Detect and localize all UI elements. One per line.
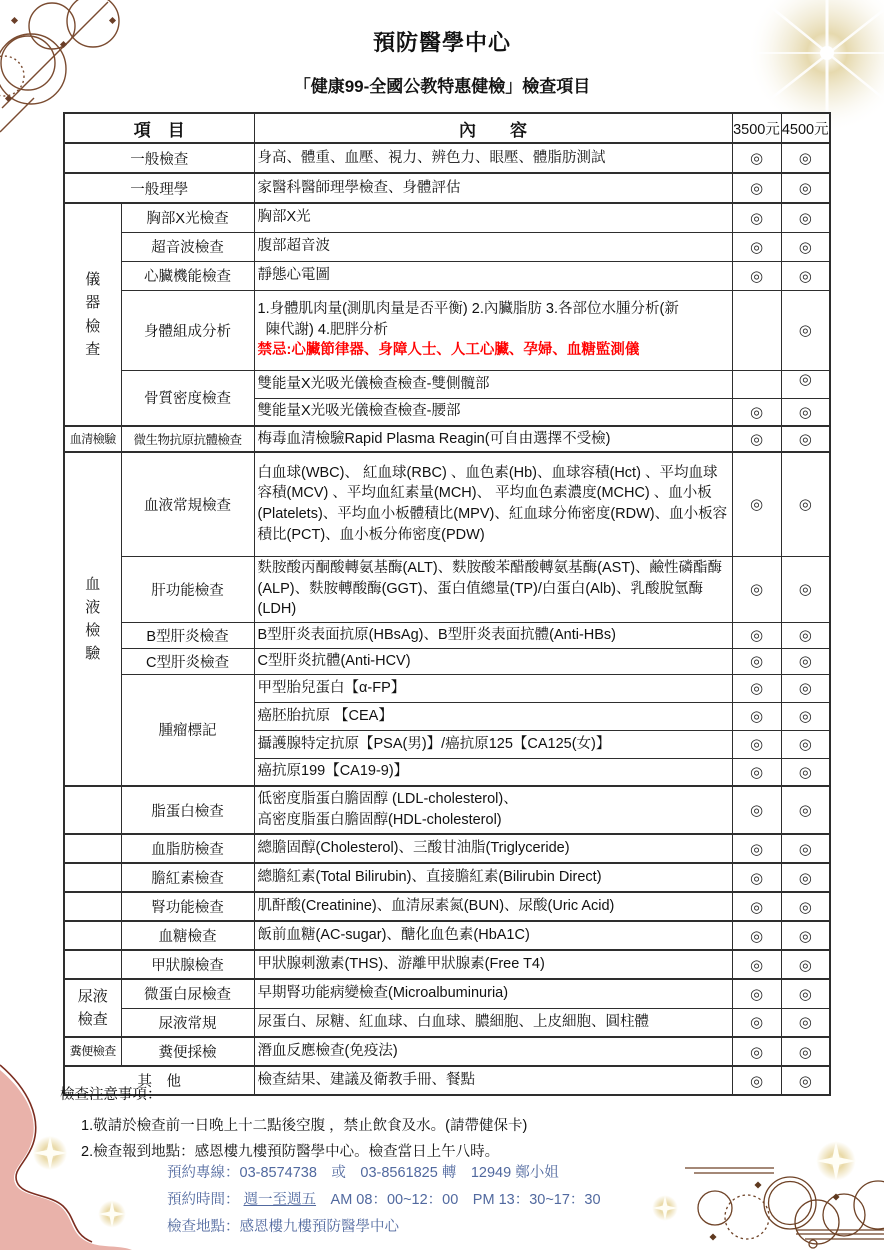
content-cell: 家醫科醫師理學檢查、身體評估 [254, 173, 732, 203]
group-cell [64, 921, 121, 950]
contact-time-rest: AM 08：00~12：00 PM 13：30~17：30 [316, 1192, 601, 1208]
price-4500-cell: ◎ [781, 290, 830, 370]
item-cell: 糞便採檢 [121, 1037, 254, 1066]
item-cell: 微蛋白尿檢查 [121, 979, 254, 1008]
content-cell: 1.身體肌肉量(測肌肉量是否平衡) 2.內臟脂肪 3.各部位水腫分析(新 陳代謝) 4.肥胖分析 禁忌:心臟節律器、身障人士、人工心臟、孕婦、血糖監測儀 [254, 290, 732, 370]
price-4500-cell: ◎ [781, 232, 830, 261]
page-subtitle: 「健康99-全國公教特惠健檢」檢查項目 [293, 77, 591, 96]
price-3500-cell: ◎ [732, 730, 781, 758]
price-3500-cell: ◎ [732, 979, 781, 1008]
table-row [64, 892, 830, 921]
price-4500-cell: ◎ [781, 426, 830, 452]
content-cell: 梅毒血清檢驗Rapid Plasma Reagin(可自由選擇不受檢) [254, 426, 732, 452]
content-cell: 飯前血糖(AC-sugar)、醣化血色素(HbA1C) [254, 921, 732, 950]
col-header-price-3500: 3500元 [732, 113, 781, 143]
sparkle-icon [98, 1200, 127, 1229]
table-row [64, 426, 830, 452]
content-cell: 早期腎功能病變檢查(Microalbuminuria) [254, 979, 732, 1008]
table-row [64, 622, 830, 648]
price-3500-cell: ◎ [732, 1066, 781, 1095]
table-row [64, 261, 830, 290]
item-cell: 一般檢查 [64, 143, 254, 173]
table-row [64, 863, 830, 892]
table-row [64, 950, 830, 979]
contact-time-days: 週一至週五 [243, 1192, 317, 1208]
price-4500-cell: ◎ [781, 834, 830, 863]
price-4500-cell: ◎ [781, 648, 830, 674]
content-cell: C型肝炎抗體(Anti-HCV) [254, 648, 732, 674]
content-cell: 甲型胎兒蛋白【α-FP】 [254, 674, 732, 702]
table-row [64, 203, 830, 232]
price-3500-cell: ◎ [732, 452, 781, 556]
content-cell: 總膽固醇(Cholesterol)、三酸甘油脂(Triglyceride) [254, 834, 732, 863]
price-3500-cell: ◎ [732, 556, 781, 622]
contact-location-line: 檢查地點：感恩樓九樓預防醫學中心 [167, 1219, 399, 1235]
group-cell [64, 892, 121, 921]
content-cell: 肌酐酸(Creatinine)、血清尿素氮(BUN)、尿酸(Uric Acid) [254, 892, 732, 921]
price-4500-cell: ◎ [781, 261, 830, 290]
price-4500-cell: ◎ [781, 370, 830, 398]
table-row [64, 143, 830, 173]
price-3500-cell: ◎ [732, 892, 781, 921]
price-3500-cell: ◎ [732, 702, 781, 730]
item-cell: 脂蛋白檢查 [121, 786, 254, 834]
price-4500-cell: ◎ [781, 398, 830, 426]
contact-section [167, 1160, 601, 1241]
price-4500-cell: ◎ [781, 452, 830, 556]
content-cell: 靜態心電圖 [254, 261, 732, 290]
table-row [64, 786, 830, 834]
price-3500-cell: ◎ [732, 143, 781, 173]
group-cell: 血清檢驗 [64, 426, 121, 452]
price-3500-cell: ◎ [732, 261, 781, 290]
table-row [64, 232, 830, 261]
content-cell: 麩胺酸丙酮酸轉氨基酶(ALT)、麩胺酸苯醋酸轉氨基酶(AST)、鹼性磷酯酶(ALP)、麩胺轉酸酶(GGT)、蛋白值總量(TP)/白蛋白(Alb)、乳酸脫氫酶(LDH) [254, 556, 732, 622]
price-3500-cell: ◎ [732, 1008, 781, 1037]
content-cell: 尿蛋白、尿糖、紅血球、白血球、膿細胞、上皮細胞、圓柱體 [254, 1008, 732, 1037]
table-row [64, 452, 830, 556]
price-3500-cell: ◎ [732, 622, 781, 648]
price-3500-cell: ◎ [732, 426, 781, 452]
price-3500-cell [732, 370, 781, 398]
table-row [64, 1037, 830, 1066]
table-row [64, 834, 830, 863]
price-3500-cell: ◎ [732, 786, 781, 834]
group-cell [64, 834, 121, 863]
content-cell: B型肝炎表面抗原(HBsAg)、B型肝炎表面抗體(Anti-HBs) [254, 622, 732, 648]
table-row [64, 556, 830, 622]
note-item: 1.敬請於檢查前一日晚上十二點後空腹 ，禁止飲食及水。(請帶健保卡) [81, 1118, 528, 1134]
price-3500-cell: ◎ [732, 173, 781, 203]
price-4500-cell: ◎ [781, 786, 830, 834]
item-cell: 血脂肪檢查 [121, 834, 254, 863]
table-row [64, 921, 830, 950]
table-row [64, 173, 830, 203]
table-row [64, 1008, 830, 1037]
content-cell: 潛血反應檢查(免疫法) [254, 1037, 732, 1066]
sparkle-icon [815, 1140, 856, 1181]
item-cell: 一般理學 [64, 173, 254, 203]
content-cell: 低密度脂蛋白膽固醇 (LDL-cholesterol)、 高密度脂蛋白膽固醇(HDL-cholesterol) [254, 786, 732, 834]
group-cell [64, 786, 121, 834]
table-row [64, 290, 830, 370]
table-row [64, 648, 830, 674]
price-4500-cell: ◎ [781, 758, 830, 786]
item-cell: 腎功能檢查 [121, 892, 254, 921]
contact-time-line [167, 1187, 601, 1214]
price-4500-cell: ◎ [781, 173, 830, 203]
content-cell: 檢查結果、建議及衛教手冊、餐點 [254, 1066, 732, 1095]
contraindication-warning: 禁忌:心臟節律器、身障人士、人工心臟、孕婦、血糖監測儀 [257, 342, 640, 359]
col-header-price-4500: 4500元 [781, 113, 830, 143]
content-cell: 癌胚胎抗原 【CEA】 [254, 702, 732, 730]
item-cell: 微生物抗原抗體檢查 [121, 426, 254, 452]
content-cell: 胸部X光 [254, 203, 732, 232]
price-3500-cell: ◎ [732, 921, 781, 950]
content-cell: 腹部超音波 [254, 232, 732, 261]
item-cell: 心臟機能檢查 [121, 261, 254, 290]
price-4500-cell: ◎ [781, 1037, 830, 1066]
content-cell: 白血球(WBC)、 紅血球(RBC) 、血色素(Hb)、血球容積(Hct) 、平均血球容積(MCV) 、平均血紅素量(MCH)、 平均血色素濃度(MCHC) 、血小板(Platelets)、平均血小板體積比(MPV)、紅血球分佈密度(RDW)、血小板容積比(PCT)、血小板分佈密度(PDW) [254, 452, 732, 556]
content-cell: 總膽紅素(Total Bilirubin)、直接膽紅素(Bilirubin Direct) [254, 863, 732, 892]
item-cell: 甲狀腺檢查 [121, 950, 254, 979]
price-4500-cell: ◎ [781, 1008, 830, 1037]
price-3500-cell: ◎ [732, 950, 781, 979]
item-cell: 血糖檢查 [121, 921, 254, 950]
page-title: 預防醫學中心 [372, 30, 511, 55]
col-header-content: 內 容 [254, 113, 732, 143]
item-cell: 血液常規檢查 [121, 452, 254, 556]
sparkle-icon [652, 1195, 679, 1222]
item-cell: 超音波檢查 [121, 232, 254, 261]
price-4500-cell: ◎ [781, 892, 830, 921]
price-4500-cell: ◎ [781, 702, 830, 730]
content-cell: 雙能量X光吸光儀檢查檢查-雙側髖部 [254, 370, 732, 398]
group-cell: 糞便檢查 [64, 1037, 121, 1066]
price-4500-cell: ◎ [781, 1066, 830, 1095]
notes-section [60, 1083, 527, 1165]
price-3500-cell: ◎ [732, 203, 781, 232]
col-header-item: 項 目 [64, 113, 254, 143]
item-cell: B型肝炎檢查 [121, 622, 254, 648]
content-cell: 癌抗原199【CA19-9)】 [254, 758, 732, 786]
notes-title: 檢查注意事項： [60, 1087, 162, 1103]
price-4500-cell: ◎ [781, 674, 830, 702]
price-4500-cell: ◎ [781, 730, 830, 758]
price-3500-cell: ◎ [732, 674, 781, 702]
group-cell: 血 液 檢 驗 [64, 452, 121, 786]
item-cell: 肝功能檢查 [121, 556, 254, 622]
price-4500-cell: ◎ [781, 622, 830, 648]
table-row [64, 370, 830, 398]
price-3500-cell: ◎ [732, 758, 781, 786]
item-cell: 腫瘤標記 [121, 674, 254, 786]
group-cell [64, 950, 121, 979]
item-cell: 其 他 [64, 1066, 254, 1095]
price-3500-cell: ◎ [732, 1037, 781, 1066]
note-item: 2.檢查報到地點：感恩樓九樓預防醫學中心。檢查當日上午八時。 [81, 1144, 500, 1160]
item-cell: 身體組成分析 [121, 290, 254, 370]
price-3500-cell: ◎ [732, 398, 781, 426]
content-cell: 雙能量X光吸光儀檢查檢查-腰部 [254, 398, 732, 426]
content-cell: 身高、體重、血壓、視力、辨色力、眼壓、體脂肪測試 [254, 143, 732, 173]
table-header-row [64, 113, 830, 143]
group-cell [64, 863, 121, 892]
group-cell: 尿液 檢查 [64, 979, 121, 1037]
contact-time-prefix: 預約時間： [167, 1192, 244, 1208]
item-cell: 膽紅素檢查 [121, 863, 254, 892]
table-row [64, 674, 830, 702]
circles-sparkles-ornament [650, 1130, 884, 1250]
price-4500-cell: ◎ [781, 203, 830, 232]
item-cell: 尿液常規 [121, 1008, 254, 1037]
price-4500-cell: ◎ [781, 143, 830, 173]
price-3500-cell: ◎ [732, 863, 781, 892]
price-4500-cell: ◎ [781, 863, 830, 892]
item-cell: 骨質密度檢查 [121, 370, 254, 426]
contact-phone-line: 預約專線：03-8574738 或 03-8561825 轉 12949 鄭小姐 [167, 1165, 559, 1181]
group-cell: 儀 器 檢 查 [64, 203, 121, 426]
price-3500-cell: ◎ [732, 232, 781, 261]
price-3500-cell: ◎ [732, 648, 781, 674]
table-row [64, 979, 830, 1008]
item-cell: 胸部X光檢查 [121, 203, 254, 232]
price-3500-cell: ◎ [732, 834, 781, 863]
price-4500-cell: ◎ [781, 921, 830, 950]
price-4500-cell: ◎ [781, 950, 830, 979]
item-cell: C型肝炎檢查 [121, 648, 254, 674]
checkup-table-body [64, 143, 830, 1095]
content-cell: 攝護腺特定抗原【PSA(男)】/癌抗原125【CA125(女)】 [254, 730, 732, 758]
checkup-table [63, 112, 831, 1096]
content-cell: 甲狀腺刺激素(THS)、游離甲狀腺素(Free T4) [254, 950, 732, 979]
price-4500-cell: ◎ [781, 556, 830, 622]
price-3500-cell [732, 290, 781, 370]
price-4500-cell: ◎ [781, 979, 830, 1008]
